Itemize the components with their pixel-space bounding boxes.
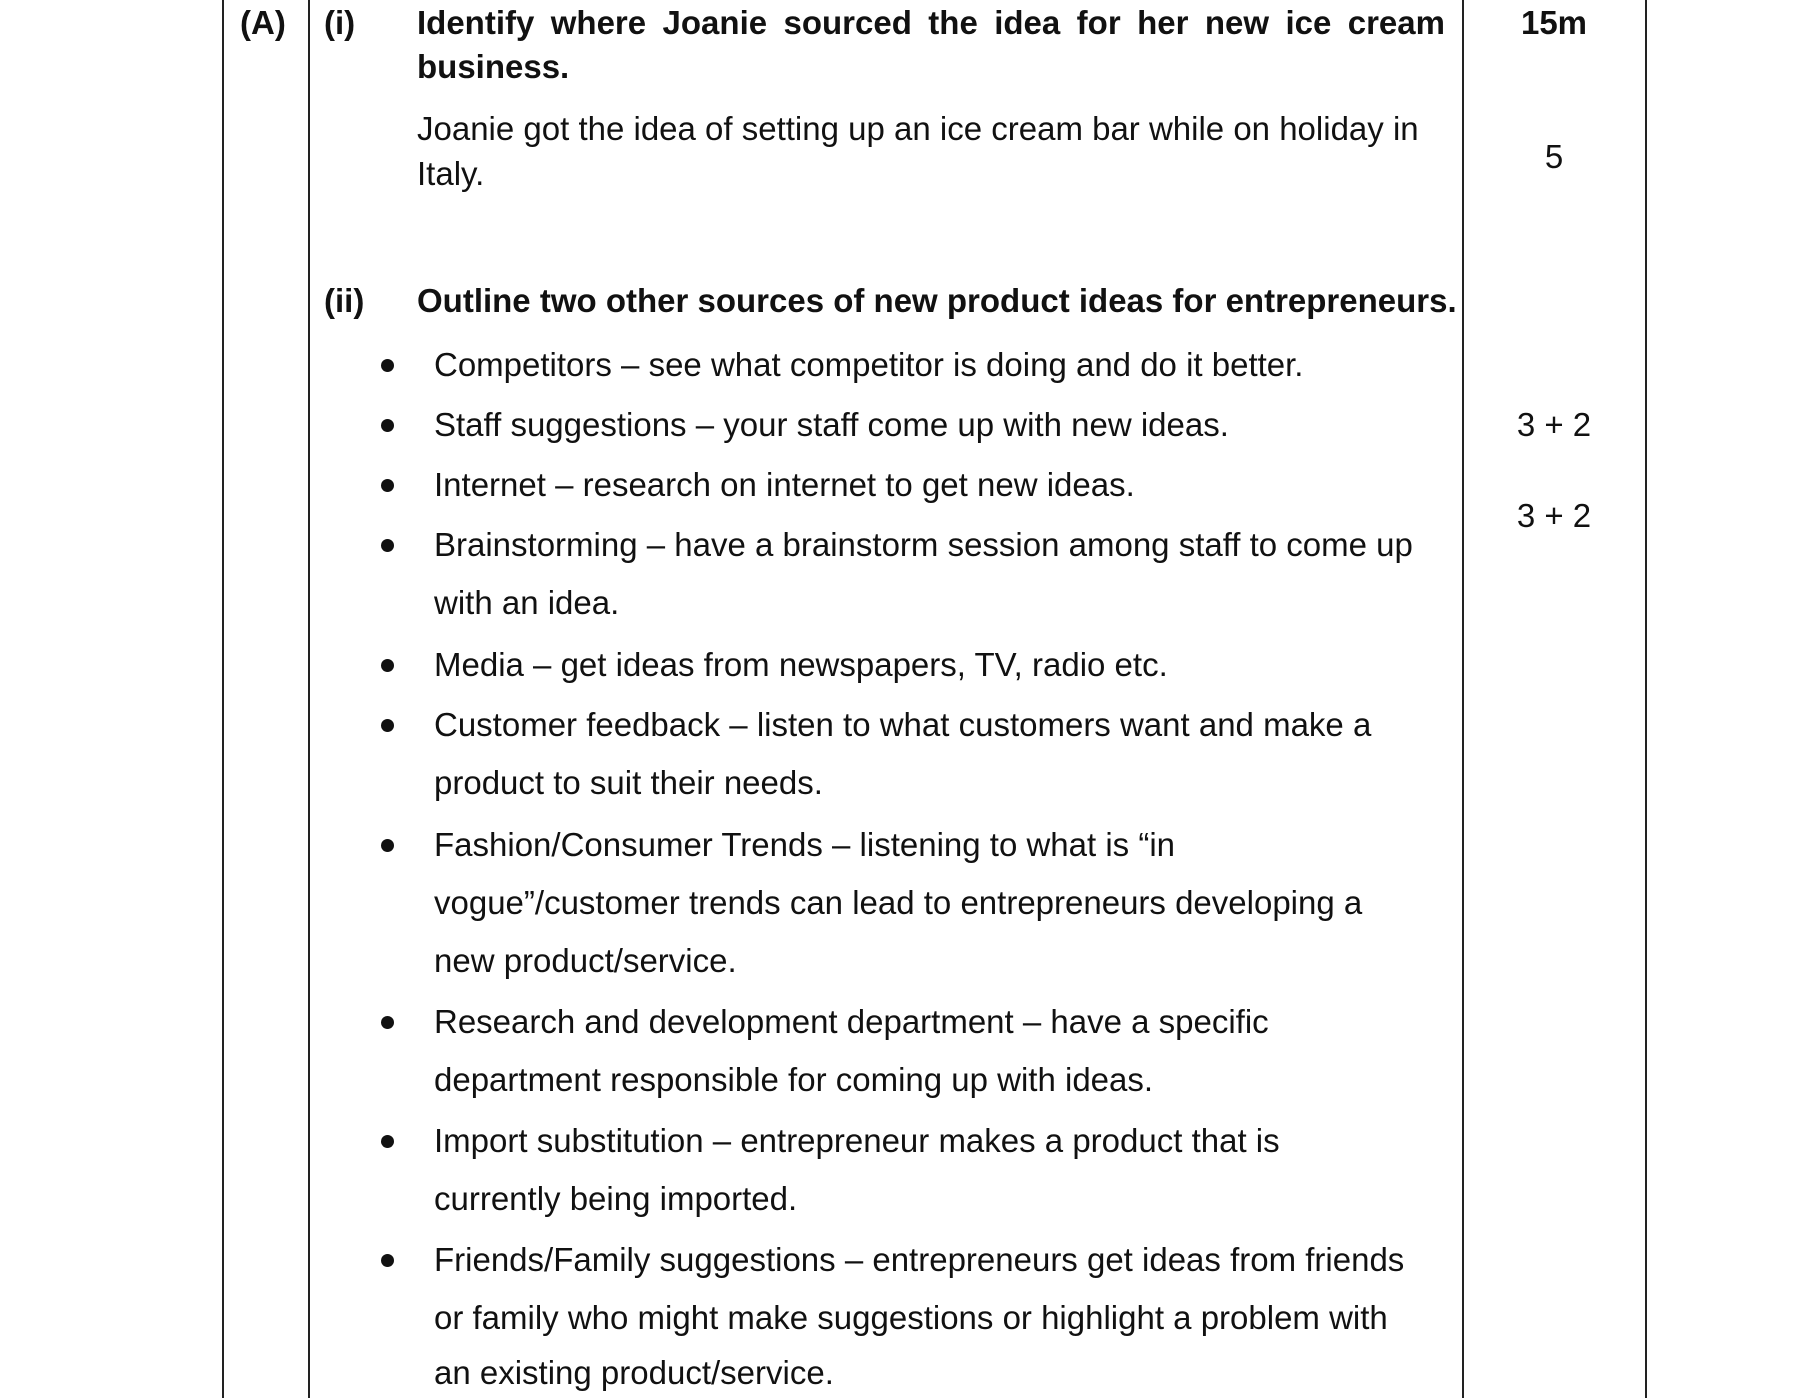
bullet-icon bbox=[381, 839, 394, 852]
list-item-line: or family who might make suggestions or highlight a problem with bbox=[434, 1299, 1388, 1336]
list-item-line: department responsible for coming up with ideas. bbox=[434, 1061, 1154, 1098]
table-border-left bbox=[222, 0, 224, 1398]
part-i-answer-line-2: Italy. bbox=[417, 155, 485, 192]
list-item-line: an existing product/service. bbox=[434, 1354, 834, 1391]
part-ii-marks-second: 3 + 2 bbox=[1516, 497, 1592, 534]
bullet-icon bbox=[381, 1016, 394, 1029]
list-item-line: Competitors – see what competitor is doing and do it better. bbox=[434, 346, 1304, 383]
bullet-icon bbox=[381, 479, 394, 492]
list-item-line: with an idea. bbox=[434, 584, 620, 621]
list-item-line: Brainstorming – have a brainstorm session among staff to come up bbox=[434, 526, 1413, 563]
list-item-line: product to suit their needs. bbox=[434, 764, 823, 801]
section-label: (A) bbox=[240, 4, 286, 41]
table-border-right bbox=[1645, 0, 1647, 1398]
total-marks: 15m bbox=[1520, 4, 1588, 41]
part-ii-label: (ii) bbox=[324, 282, 365, 319]
list-item-line: Customer feedback – listen to what customers want and make a bbox=[434, 706, 1372, 743]
list-item-line: currently being imported. bbox=[434, 1180, 798, 1217]
bullet-icon bbox=[381, 1254, 394, 1267]
list-item-line: new product/service. bbox=[434, 942, 737, 979]
part-ii-question: Outline two other sources of new product ideas for entrepreneurs. bbox=[417, 282, 1457, 319]
part-i-question-line-1: Identify where Joanie sourced the idea for her new ice cream bbox=[417, 4, 1445, 41]
bullet-icon bbox=[381, 419, 394, 432]
part-i-label: (i) bbox=[324, 4, 356, 41]
bullet-icon bbox=[381, 539, 394, 552]
bullet-icon bbox=[381, 659, 394, 672]
list-item-line: Staff suggestions – your staff come up with new ideas. bbox=[434, 406, 1229, 443]
list-item-line: Research and development department – have a specific bbox=[434, 1003, 1269, 1040]
table-border-marks-column bbox=[1462, 0, 1464, 1398]
bullet-icon bbox=[381, 719, 394, 732]
list-item-line: Fashion/Consumer Trends – listening to what is “in bbox=[434, 826, 1176, 863]
bullet-icon bbox=[381, 1135, 394, 1148]
list-item-line: Media – get ideas from newspapers, TV, radio etc. bbox=[434, 646, 1168, 683]
table-border-label-column bbox=[308, 0, 310, 1398]
part-i-marks: 5 bbox=[1544, 138, 1564, 175]
bullet-icon bbox=[381, 359, 394, 372]
list-item-line: vogue”/customer trends can lead to entrepreneurs developing a bbox=[434, 884, 1363, 921]
list-item-line: Friends/Family suggestions – entrepreneurs get ideas from friends bbox=[434, 1241, 1405, 1278]
list-item-line: Internet – research on internet to get new ideas. bbox=[434, 466, 1135, 503]
part-ii-marks-first: 3 + 2 bbox=[1516, 406, 1592, 443]
part-i-question-line-2: business. bbox=[417, 48, 570, 85]
part-i-answer-line-1: Joanie got the idea of setting up an ice cream bar while on holiday in bbox=[417, 110, 1419, 147]
list-item-line: Import substitution – entrepreneur makes a product that is bbox=[434, 1122, 1280, 1159]
